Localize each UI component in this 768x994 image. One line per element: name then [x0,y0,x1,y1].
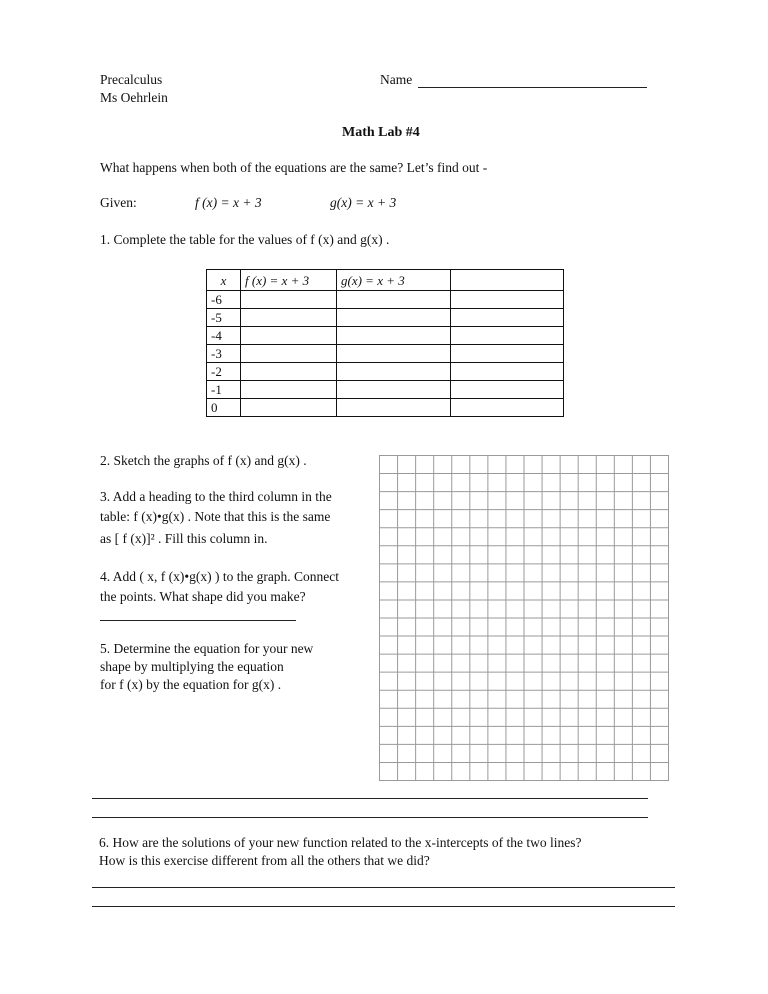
name-label: Name [380,72,413,87]
shape-answer-line[interactable] [100,620,296,621]
f-value-cell[interactable] [241,363,337,381]
x-value-cell: 0 [207,399,241,417]
teacher-label: Ms Oehrlein [100,90,168,105]
product-value-cell[interactable] [451,309,564,327]
question-3 [100,488,332,548]
given-label: Given: [100,195,137,210]
x-value-cell: -6 [207,291,241,309]
table-row [207,399,564,417]
question-5-line: for f (x) by the equation for g(x) . [100,677,282,692]
answer-line[interactable] [92,798,648,799]
question-1: 1. Complete the table for the values of f (x) and g(x) . [100,232,390,247]
answer-line[interactable] [92,887,675,888]
question-5 [100,640,313,694]
course-label: Precalculus [100,72,163,87]
given-f-equation: f (x) = x + 3 [195,195,262,210]
x-value-cell: -2 [207,363,241,381]
question-3-line: 3. Add a heading to the third column in the [100,489,332,504]
product-value-cell[interactable] [451,291,564,309]
product-value-cell[interactable] [451,399,564,417]
question-6-line: How is this exercise different from all the others that we did? [99,853,430,868]
x-value-cell: -5 [207,309,241,327]
graph-grid[interactable] [379,455,669,781]
product-value-cell[interactable] [451,345,564,363]
f-value-cell[interactable] [241,345,337,363]
answer-line[interactable] [92,906,675,907]
table-header-cell: x [207,270,241,291]
table-row [207,363,564,381]
question-2: 2. Sketch the graphs of f (x) and g(x) . [100,453,307,468]
g-value-cell[interactable] [337,345,451,363]
question-5-line: 5. Determine the equation for your new [100,641,314,656]
product-value-cell[interactable] [451,327,564,345]
page-title: Math Lab #4 [342,125,420,140]
table-header-cell: g(x) = x + 3 [337,270,451,291]
table-header-cell: f (x) = x + 3 [241,270,337,291]
question-6 [99,834,582,870]
g-value-cell[interactable] [337,327,451,345]
table-row [207,327,564,345]
g-value-cell[interactable] [337,309,451,327]
f-value-cell[interactable] [241,399,337,417]
g-value-cell[interactable] [337,399,451,417]
table-row [207,309,564,327]
x-value-cell: -4 [207,327,241,345]
g-value-cell[interactable] [337,381,451,399]
f-value-cell[interactable] [241,327,337,345]
question-4-line: 4. Add ( x, f (x)•g(x) ) to the graph. Connect [100,569,340,584]
x-value-cell: -1 [207,381,241,399]
question-6-line: 6. How are the solutions of your new function related to the x-intercepts of the two lines? [99,835,582,850]
table-row [207,345,564,363]
name-field-line[interactable] [418,87,647,88]
x-value-cell: -3 [207,345,241,363]
product-value-cell[interactable] [451,381,564,399]
question-3-line: table: f (x)•g(x) . Note that this is the same [100,509,331,524]
given-g-equation: g(x) = x + 3 [330,195,397,210]
g-value-cell[interactable] [337,363,451,381]
question-5-line: shape by multiplying the equation [100,659,284,674]
intro-text: What happens when both of the equations are the same? Let’s find out - [100,160,488,175]
f-value-cell[interactable] [241,291,337,309]
question-3-line: as [ f (x)]² . Fill this column in. [100,531,268,546]
table-header-cell-blank[interactable] [451,270,564,291]
table-header-row [207,270,564,291]
table-row [207,291,564,309]
f-value-cell[interactable] [241,381,337,399]
table-row [207,381,564,399]
question-4 [100,568,339,606]
values-table [206,269,564,417]
product-value-cell[interactable] [451,363,564,381]
g-value-cell[interactable] [337,291,451,309]
question-4-line: the points. What shape did you make? [100,589,306,604]
f-value-cell[interactable] [241,309,337,327]
answer-line[interactable] [92,817,648,818]
